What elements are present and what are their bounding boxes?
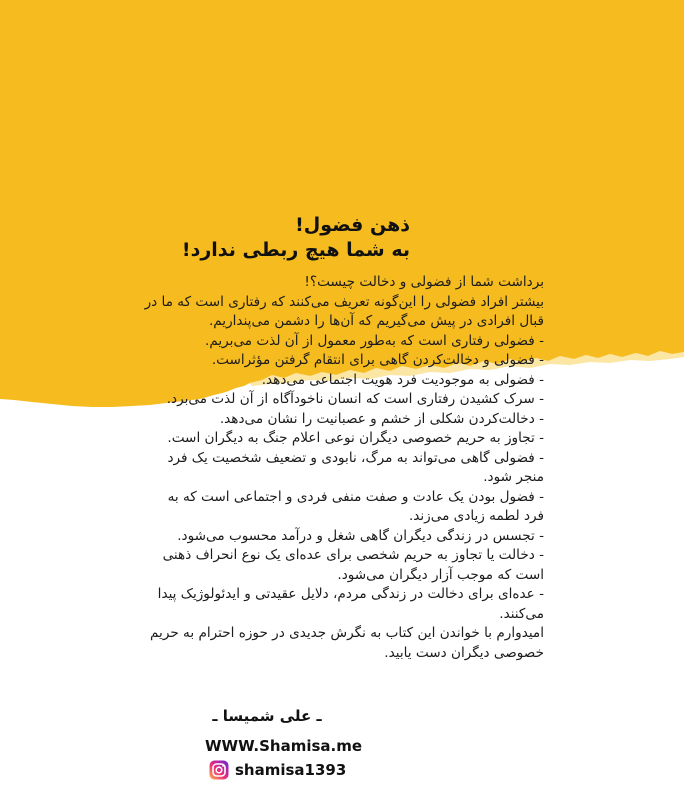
body-line: منجر شود. — [483, 469, 544, 485]
instagram-icon — [209, 760, 229, 780]
cover-title — [182, 213, 410, 263]
body-line: خصوصی دیگران دست یابید. — [384, 644, 544, 661]
body-line: - فضول بودن یک عادت و صفت منفی فردی و اجتماعی است که به — [167, 488, 544, 505]
author-name: ـ علی شمیسا ـ — [212, 707, 322, 725]
body-line: - عده‌ای برای دخالت در زندگی مردم، دلایل عقیدتی و ایدئولوژیک پیدا — [157, 586, 544, 602]
body-line: - سرک کشیدن رفتاری است که انسان ناخودآگاه از آن لذت می‌برد. — [166, 391, 544, 407]
website-link[interactable]: WWW.Shamisa.me — [205, 737, 363, 755]
body-line: - فضولی به موجودیت فرد هویت اجتماعی می‌دهد. — [261, 371, 544, 388]
body-line: - فضولی گاهی می‌تواند به مرگ، نابودی و تضعیف شخصیت یک فرد — [167, 449, 544, 466]
body-line: بیشتر افراد فضولی را این‌گونه تعریف می‌کنند که رفتاری است که ما در — [144, 293, 544, 310]
body-line: برداشت شما از فضولی و دخالت چیست؟! — [304, 274, 544, 290]
body-line: فرد لطمه زیادی می‌زند. — [408, 508, 544, 524]
body-line: - فضولی رفتاری است که به‌طور معمول از آن لذت می‌بریم. — [205, 332, 544, 349]
body-line: می‌کنند. — [499, 605, 544, 622]
body-line: قبال افرادی در پیش می‌گیریم که آن‌ها را دشمن می‌پنداریم. — [208, 313, 544, 329]
body-line: - دخالت یا تجاوز به حریم شخصی برای عده‌ای یک نوع انحراف ذهنی — [162, 547, 544, 563]
body-text — [24, 273, 544, 663]
instagram-handle[interactable]: shamisa1393 — [235, 761, 347, 779]
body-line: است که موجب آزار دیگران می‌شود. — [337, 566, 544, 583]
title-line-1: ذهن فضول! — [295, 214, 410, 236]
body-line: - تجاوز به حریم خصوصی دیگران نوعی اعلام جنگ به دیگران است. — [167, 430, 544, 446]
body-line: - فضولی و دخالت‌کردن گاهی برای انتقام گرفتن مؤثراست. — [211, 352, 544, 368]
body-line: - دخالت‌کردن شکلی از خشم و عصبانیت را نشان می‌دهد. — [219, 410, 544, 427]
instagram-handle-row[interactable] — [209, 760, 346, 780]
body-line: امیدوارم با خواندن این کتاب به نگرش جدیدی در حوزه احترام به حریم — [150, 625, 544, 641]
title-line-2: به شما هیچ ربطی ندارد! — [181, 239, 410, 261]
body-line: - تجسس در زندگی دیگران گاهی شغل و درآمد محسوب می‌شود. — [177, 527, 544, 544]
